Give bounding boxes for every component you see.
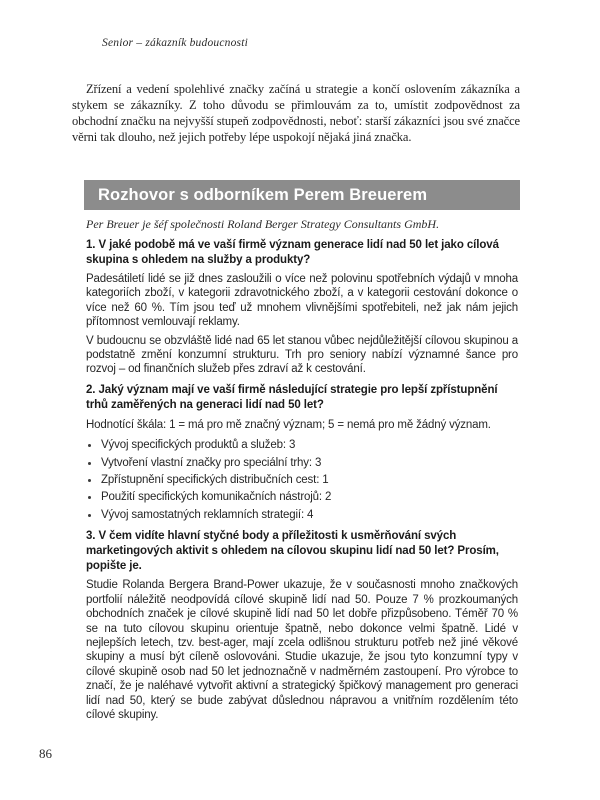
running-header: Senior – zákazník budoucnosti: [102, 37, 249, 49]
question-1: 1. V jaké podobě má ve vaší firmě význam generace lidí nad 50 let jako cílová skupina s ohledem na služby a produkty?: [86, 239, 499, 266]
list-item-text: Vývoj samostatných reklamních strategií: 4: [101, 508, 314, 521]
answer-1-paragraph-2: V budoucnu se obzvláště lidé nad 65 let stanou vůbec nejdůležitější cílovou skupinou a podstatně změní konzumní strukturu. Trh pro seniory nabízí významné šance pro rozvoj – od finančních služeb přes zdraví až k cestování.: [86, 334, 518, 376]
list-item: [86, 455, 520, 472]
page-number: 86: [39, 746, 52, 761]
question-2: 2. Jaký význam mají ve vaší firmě následující strategie pro lepší zpřístupnění trhů zaměřených na generaci lidí nad 50 let?: [86, 383, 498, 411]
rating-scale-note: Hodnotící škála: 1 = má pro mě značný význam; 5 = nemá pro mě žádný význam.: [86, 418, 491, 431]
answer-1-paragraph-1: Padesátiletí lidé se již dnes zasloužili o více než polovinu spotřebních výdajů v mnoha kategoriích zboží, v kategorii zdravotnického zboží, a v kategorii cestování dokonce o více než 60 %. Tím jsou teď už mnohem vlivnějšími spotřebiteli, než jak nám jejich přítomnost vemlouvají reklamy.: [86, 273, 518, 329]
answer-3-paragraph: Studie Rolanda Bergera Brand-Power ukazuje, že v současnosti mnoho značkových portfolií náležitě neodpovídá cílové skupině lidí nad 50. Pouze 7 % prozkoumaných obchodních značek je cílové skupině lidí nad 50 let dobře přizpůsobeno. Téměř 70 % se na tuto cílovou skupinu orientuje špatně, nebo dokonce velmi špatně. Lidé v nejlepších letech, tzv. best-ager, mají zcela odlišnou strukturu potřeb než jiné věkové skupiny a musí být cíleně oslovováni. Studie ukazuje, že jsou tyto konzumní typy v cílové skupině osob nad 50 let jednoznačně v nadměrném zastoupení. Pro výrobce to značí, že je naléhavé vytvořit aktivní a strategický špičkový management pro generaci lidí nad 50, který se bude zabývat důslednou nápravou a vnitřním rozdělením této cílové skupiny.: [86, 579, 518, 721]
bullet-icon: [88, 462, 91, 465]
intro-paragraph: Zřízení a vedení spolehlivé značky začíná u strategie a končí oslovením zákazníka a stykem se zákazníky. Z toho důvodu se přimlouvám za to, umístit zodpovědnost za obchodní značku na nejvyšší stupeň zodpovědnosti, neboť: starší zákazníci jsou své značce věrni tak dlouho, než jejich potřeby lépe uspokojí nějaká jiná značka.: [72, 82, 520, 144]
section-banner-title: Rozhovor s odborníkem Perem Breuerem: [98, 186, 428, 204]
question-3: 3. V čem vidíte hlavní styčné body a příležitosti k usměrňování svých marketingových aktivit s ohledem na cílovou skupinu lidí nad 50 let? Prosím, popište je.: [86, 530, 499, 573]
interview-section: [84, 180, 520, 722]
list-item-text: Použití specifických komunikačních nástrojů: 2: [101, 491, 332, 504]
bullet-icon: [88, 514, 91, 517]
section-banner: [84, 180, 520, 210]
list-item-text: Zpřístupnění specifických distribučních cest: 1: [101, 474, 329, 487]
interviewee-intro: Per Breuer je šéf společnosti Roland Berger Strategy Consultants GmbH.: [86, 217, 440, 231]
strategy-rating-list: [86, 437, 520, 524]
bullet-icon: [88, 496, 91, 499]
list-item: [86, 472, 520, 489]
list-item-text: Vývoj specifických produktů a služeb: 3: [101, 439, 296, 452]
list-item: [86, 489, 520, 506]
bullet-icon: [88, 479, 91, 482]
bullet-icon: [88, 444, 91, 447]
list-item: [86, 437, 520, 454]
list-item: [86, 507, 520, 524]
list-item-text: Vytvoření vlastní značky pro speciální trhy: 3: [101, 456, 322, 469]
